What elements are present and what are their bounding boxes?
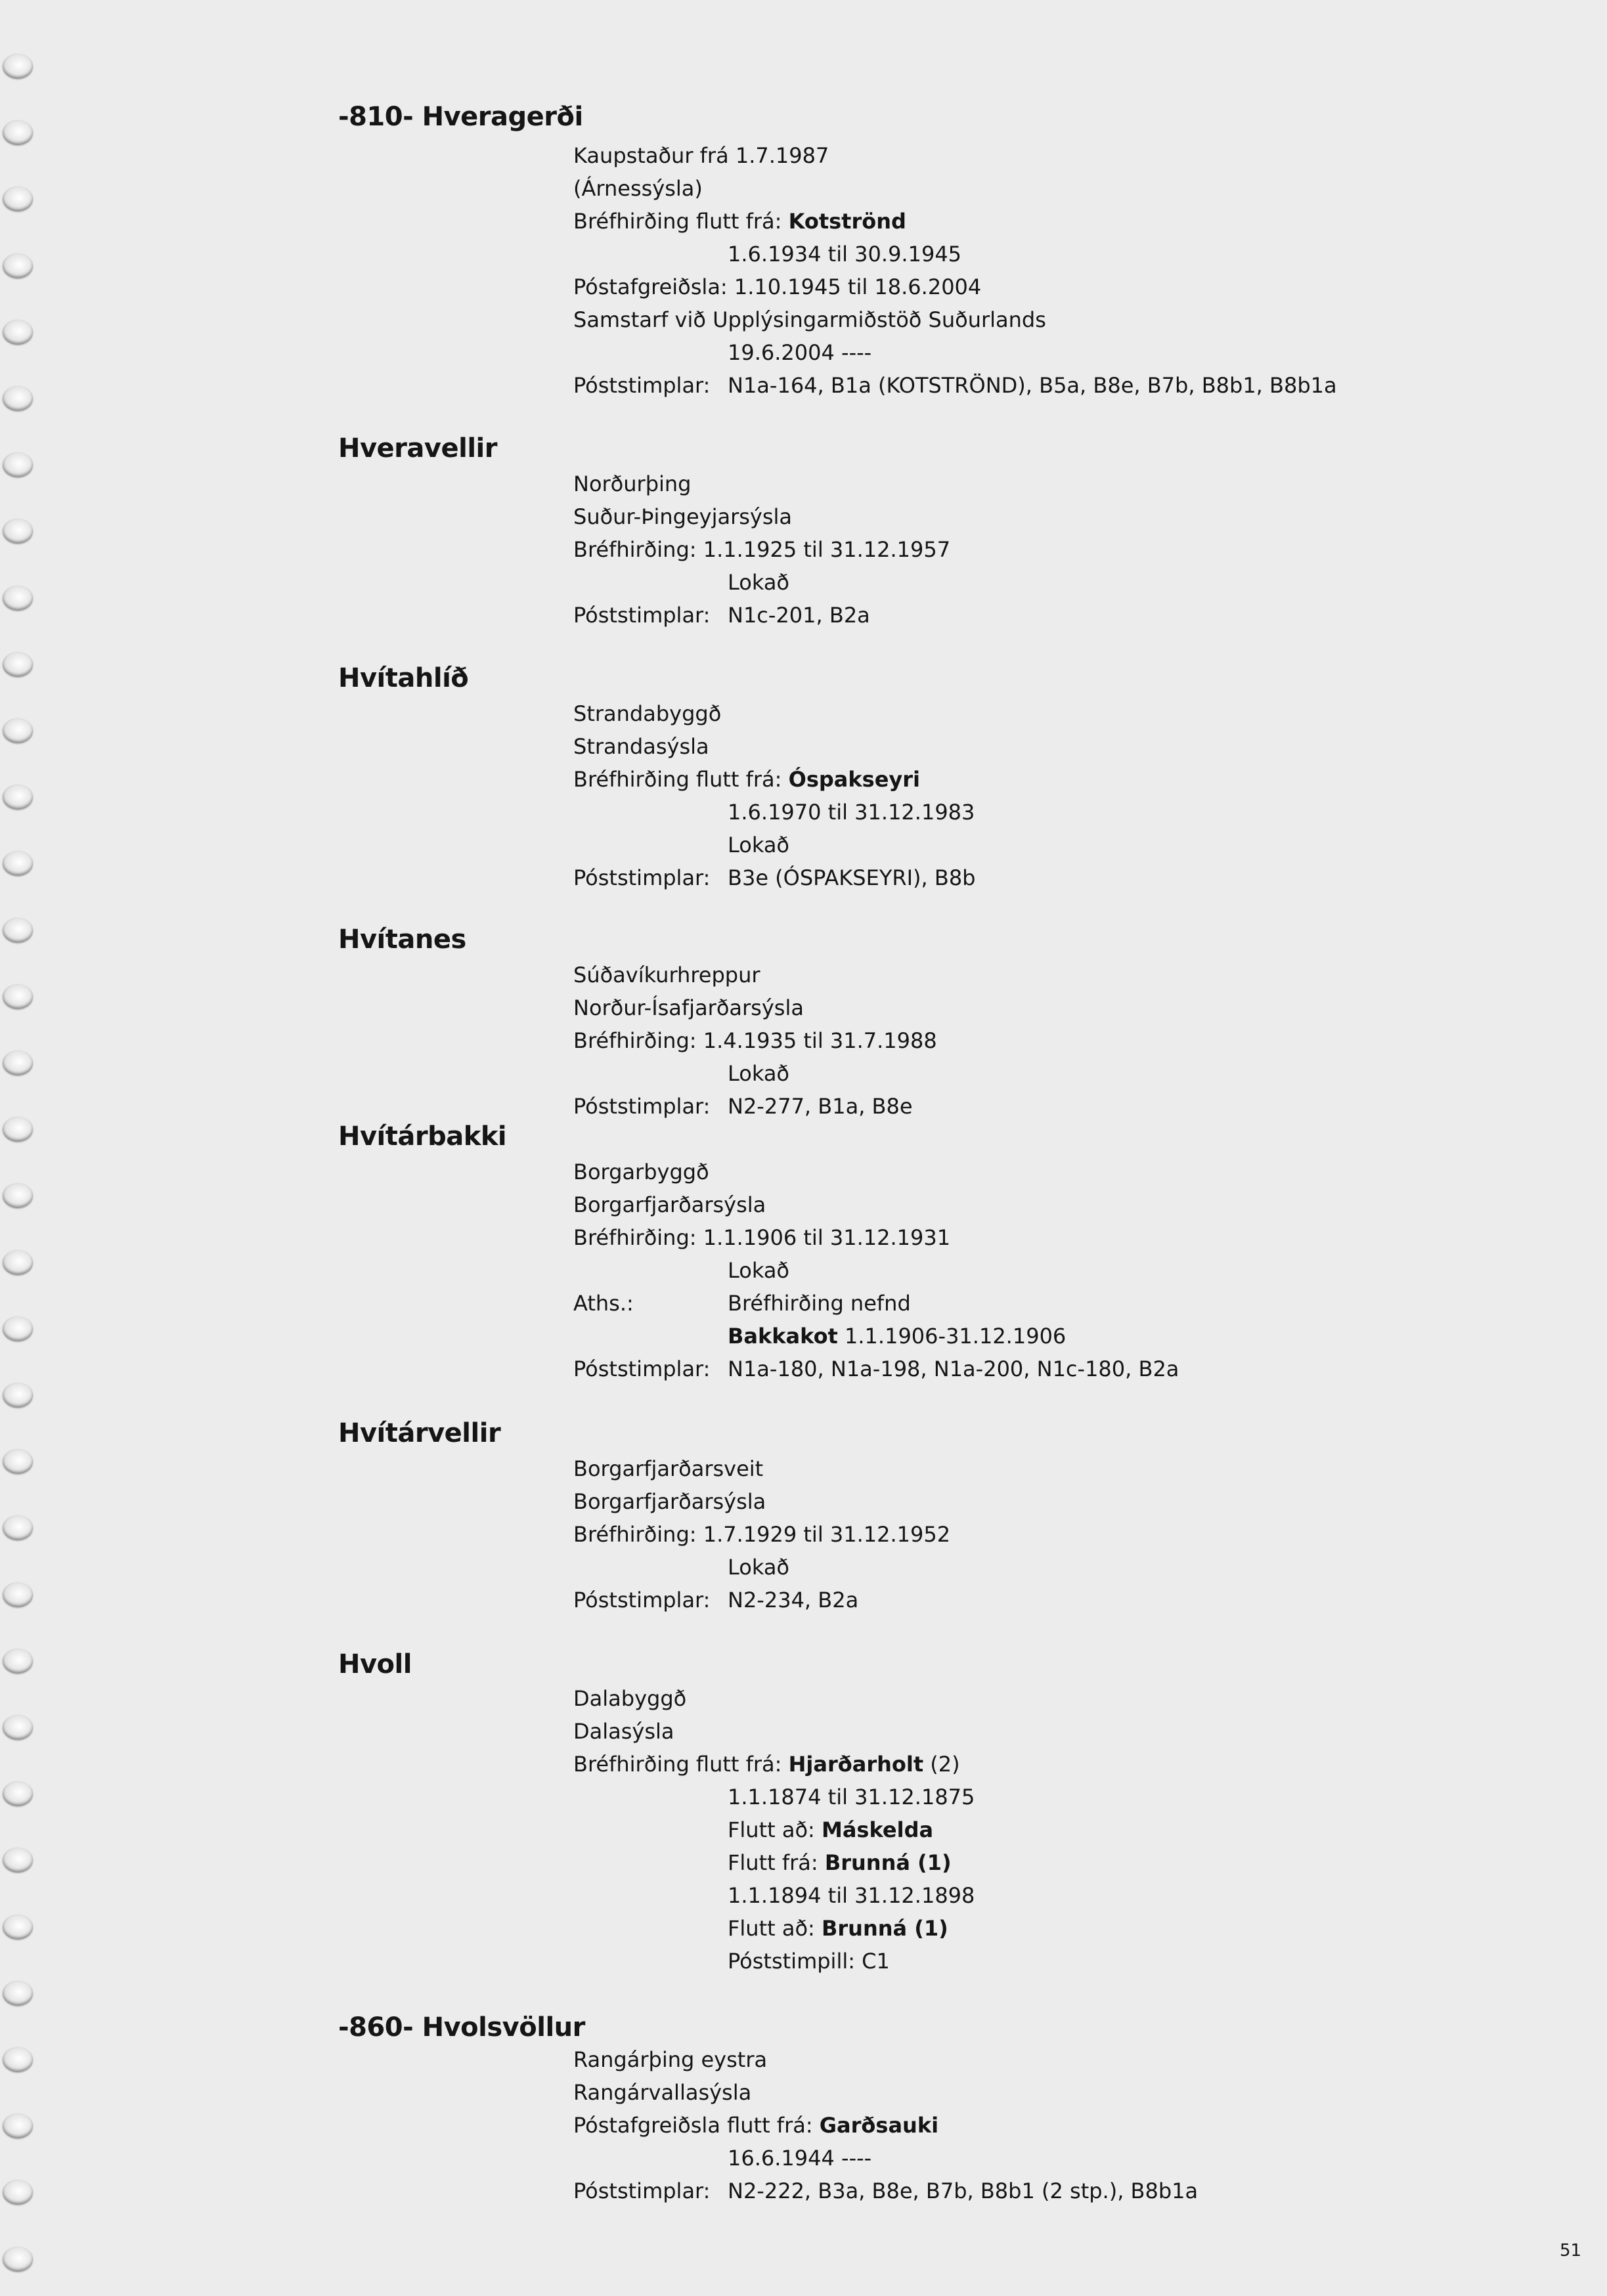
heading-hvoll: Hvoll <box>338 1649 412 1679</box>
heading-hvolsvollur: -860- Hvolsvöllur <box>338 2012 585 2043</box>
entry-line: Lokað <box>728 833 789 857</box>
entry-line: Suður-Þingeyjarsýsla <box>573 504 793 529</box>
entry-line: Póstafgreiðsla flutt frá: Garðsauki <box>573 2113 939 2138</box>
entry-line: Flutt frá: Brunná (1) <box>728 1850 952 1875</box>
page-number: 51 <box>1560 2241 1582 2261</box>
entry-line: Póststimplar: N2-222, B3a, B8e, B7b, B8b1 (2 stp.), B8b1a <box>573 2178 1199 2203</box>
heading-hveragerdi: -810- Hveragerði <box>338 102 583 132</box>
entry-line: Rangárþing eystra <box>573 2047 768 2072</box>
heading-hvitahlid: Hvítahlíð <box>338 663 469 693</box>
entry-line: Lokað <box>728 1258 789 1283</box>
entry-line: Lokað <box>728 570 789 595</box>
entry-line: Norður-Ísafjarðarsýsla <box>573 995 804 1020</box>
entry-line: Kaupstaður frá 1.7.1987 <box>573 143 829 168</box>
entry-line: Aths.: Bréfhirðing nefnd <box>573 1291 911 1316</box>
entry-line: Póstafgreiðsla: 1.10.1945 til 18.6.2004 <box>573 274 982 299</box>
entry-line: Norðurþing <box>573 471 692 496</box>
entry-line: 16.6.1944 ---- <box>728 2146 872 2171</box>
entry-line: Strandabyggð <box>573 701 722 726</box>
heading-hvitarbakki: Hvítárbakki <box>338 1121 507 1152</box>
entry-line: Bréfhirðing: 1.7.1929 til 31.12.1952 <box>573 1522 951 1547</box>
entry-line: (Árnessýsla) <box>573 176 703 201</box>
heading-hvitanes: Hvítanes <box>338 924 466 955</box>
entry-line: 1.6.1934 til 30.9.1945 <box>728 242 962 267</box>
entry-line: 19.6.2004 ---- <box>728 340 872 365</box>
entry-line: Borgarfjarðarsýsla <box>573 1489 766 1514</box>
entry-line: Póststimplar: B3e (ÓSPAKSEYRI), B8b <box>573 865 976 890</box>
heading-hveravellir: Hveravellir <box>338 433 497 464</box>
entry-line: Flutt að: Máskelda <box>728 1817 934 1842</box>
entry-line: Bréfhirðing: 1.1.1906 til 31.12.1931 <box>573 1225 951 1250</box>
entry-line: Bakkakot 1.1.1906-31.12.1906 <box>728 1324 1067 1349</box>
entry-line: 1.1.1874 til 31.12.1875 <box>728 1785 975 1809</box>
entry-line: Flutt að: Brunná (1) <box>728 1916 948 1941</box>
entry-line: Borgarbyggð <box>573 1159 709 1184</box>
entry-line: Borgarfjarðarsveit <box>573 1456 764 1481</box>
entry-line: Póststimplar: N1a-180, N1a-198, N1a-200, N1c-180, B2a <box>573 1356 1179 1381</box>
entry-line: Bréfhirðing flutt frá: Kotströnd <box>573 209 906 234</box>
entry-line: Samstarf við Upplýsingarmiðstöð Suðurlands <box>573 307 1046 332</box>
entry-line: Rangárvallasýsla <box>573 2080 752 2105</box>
entry-line: Borgarfjarðarsýsla <box>573 1192 766 1217</box>
entry-line: Lokað <box>728 1061 789 1086</box>
entry-line: Póststimpill: C1 <box>728 1949 890 1974</box>
entry-line: 1.1.1894 til 31.12.1898 <box>728 1883 975 1908</box>
entry-line: Lokað <box>728 1555 789 1580</box>
entry-line: Bréfhirðing: 1.1.1925 til 31.12.1957 <box>573 537 951 562</box>
entry-line: Póststimplar: N2-277, B1a, B8e <box>573 1094 913 1119</box>
entry-line: Bréfhirðing flutt frá: Óspakseyri <box>573 767 920 792</box>
entry-line: Súðavíkurhreppur <box>573 963 760 987</box>
entry-line: Póststimplar: N1c-201, B2a <box>573 603 870 628</box>
heading-hvitarvellir: Hvítárvellir <box>338 1418 501 1448</box>
entry-line: Póststimplar: N2-234, B2a <box>573 1588 859 1613</box>
entry-line: Dalasýsla <box>573 1719 674 1744</box>
entry-line: Bréfhirðing flutt frá: Hjarðarholt (2) <box>573 1752 960 1777</box>
entry-line: 1.6.1970 til 31.12.1983 <box>728 800 975 825</box>
entry-line: Strandasýsla <box>573 734 709 759</box>
entry-line: Póststimplar: N1a-164, B1a (KOTSTRÖND), B5a, B8e, B7b, B8b1, B8b1a <box>573 373 1337 398</box>
entry-line: Dalabyggð <box>573 1686 687 1711</box>
entry-line: Bréfhirðing: 1.4.1935 til 31.7.1988 <box>573 1028 937 1053</box>
